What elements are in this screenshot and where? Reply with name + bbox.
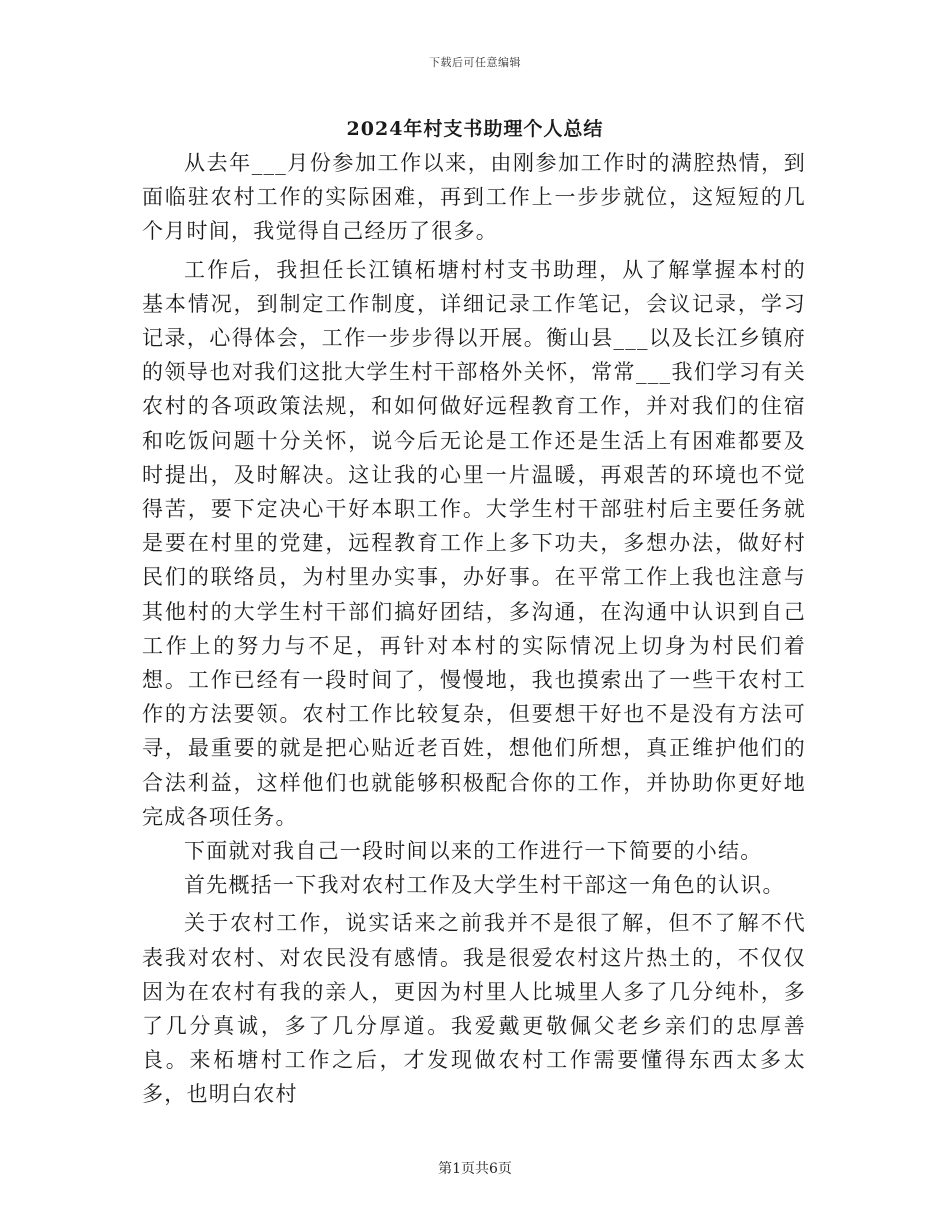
paragraph-2: 工作后，我担任长江镇柘塘村村支书助理，从了解掌握本村的基本情况，到制定工作制度，详细记录工作笔记，会议记录，学习记录，心得体会，工作一步步得以开展。衡山县___以及长江乡镇府的领导也对我们这批大学生村干部格外关怀，常常___我们学习有关农村的各项政策法规，和如何做好远程教育工作，并对我们的住宿和吃饭问题十分关怀，说今后无论是工作还是生活上有困难都要及时提出，及时解决。这让我的心里一片温暖，再艰苦的环境也不觉得苦，要下定决心干好本职工作。大学生村干部驻村后主要任务就是要在村里的党建，远程教育工作上多下功夫，多想办法，做好村民们的联络员，为村里办实事，办好事。在平常工作上我也注意与其他村的大学生村干部们搞好团结，多沟通，在沟通中认识到自己工作上的努力与不足，再针对本村的实际情况上切身为村民们着想。工作已经有一段时间了，慢慢地，我也摸索出了一些干农村工作的方法要领。农村工作比较复杂，但要想干好也不是没有方法可寻，最重要的就是把心贴近老百姓，想他们所想，真正维护他们的合法利益，这样他们也就能够积极配合你的工作，并协助你更好地完成各项任务。 <box>142 257 806 829</box>
header-note: 下载后可任意编辑 <box>429 56 521 69</box>
paragraph-5: 关于农村工作，说实话来之前我并不是很了解，但不了解不代表我对农村、对农民没有感情。我是很爱农村这片热土的，不仅仅因为在农村有我的亲人，更因为村里人比城里人多了几分纯朴，多了几分真诚，多了几分厚道。我爱戴更敬佩父老乡亲们的忠厚善良。来柘塘村工作之后，才发现做农村工作需要懂得东西太多太多，也明白农村 <box>142 911 806 1107</box>
paragraph-1: 从去年___月份参加工作以来，由刚参加工作时的满腔热情，到面临驻农村工作的实际困难，再到工作上一步步就位，这短短的几个月时间，我觉得自己经历了很多。 <box>142 151 806 244</box>
paragraph-3: 下面就对我自己一段时间以来的工作进行一下简要的小结。 <box>184 839 763 864</box>
document-body <box>142 146 806 1112</box>
paragraph-4: 首先概括一下我对农村工作及大学生村干部这一角色的认识。 <box>184 873 785 898</box>
page-number: 第1页共6页 <box>438 1161 512 1177</box>
document-title: 2024年村支书助理个人总结 <box>346 118 604 140</box>
